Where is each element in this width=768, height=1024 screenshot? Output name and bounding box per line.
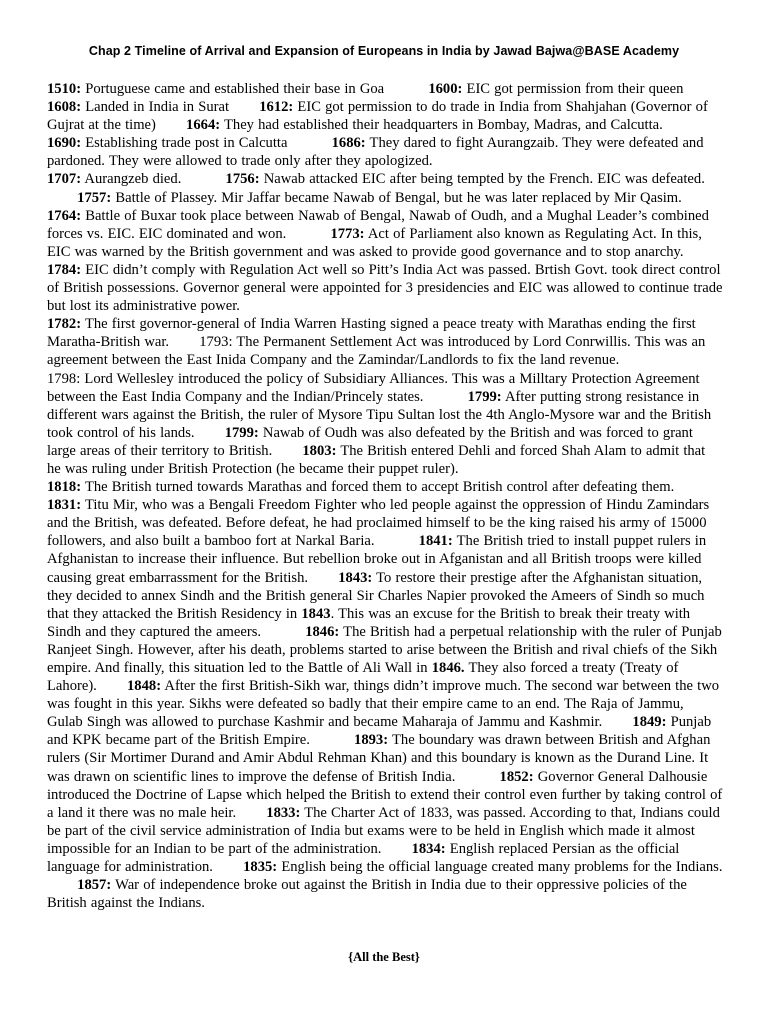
entry-text: The Charter Act of 1833, was passed. According to that, Indians could be part of the civil service administration of India but exams were to be held in English which made it almost impossible for an Indian to be part of the administration. xyxy=(47,804,720,857)
entry-text: They had established their headquarters in Bombay, Madras, and Calcutta. xyxy=(220,117,663,134)
entry-text: After putting strong resistance in different wars against the British, the ruler of Mysore Tipu Sultan lost the 4th Anglo-Mysore war and the British took control of his lands. xyxy=(47,388,712,441)
entry-text: They also forced a treaty (Treaty of Lahore). xyxy=(47,660,679,695)
timeline-body xyxy=(47,80,723,912)
entry-year: 1893: xyxy=(354,732,389,749)
entry-year: 1756: xyxy=(225,171,260,188)
entry-year: 1799: xyxy=(467,388,502,405)
entry-year: 1834: xyxy=(411,840,446,857)
entry-year: 1849: xyxy=(632,714,667,731)
entry-text: Lord Wellesley introduced the policy of Subsidiary Alliances. This was a Milltary Protection Agreement between the East India Company and the Indian/Princely states. xyxy=(47,370,700,405)
entry-text: English replaced Persian as the official language for administration. xyxy=(47,840,680,876)
entry-text: To restore their prestige after the Afghanistan situation, they decided to annex Sindh and the British general Sir Charles Napier provoked the Ameers of Sindh so much that they attacked the British Residency in xyxy=(47,569,705,622)
timeline-entry xyxy=(77,190,682,206)
entry-year: 1833: xyxy=(266,804,301,821)
entry-year: 1773: xyxy=(330,225,365,242)
footer-note: {All the Best} xyxy=(348,950,420,964)
entry-text: After the first British-Sikh war, things didn’t improve much. The second war between the two was fought in this year. Sikhs were defeated so badly that their empire came to an end. The Raja of Jammu, Gulab Singh was allowed to purchase Kashmir and became Maharaja of Jammu and Kashmir. xyxy=(47,678,720,731)
timeline-entry xyxy=(243,859,722,875)
timeline-entry xyxy=(226,171,705,187)
entry-year: 1852: xyxy=(499,768,534,785)
entry-year: 1799: xyxy=(224,424,259,441)
entry-year: 1846: xyxy=(305,623,340,640)
entry-text: . This was an excuse for the British to break their treaty with Sindh and they captured the ameers. xyxy=(47,605,691,640)
entry-year: 1782: xyxy=(47,316,82,333)
entry-text: The British turned towards Marathas and forced them to accept British control after defeating them. xyxy=(81,479,675,496)
entry-text: Nawab attacked EIC after being tempted by the French. EIC was defeated. xyxy=(259,171,705,188)
entry-year: 1843: xyxy=(338,569,373,586)
entry-text: Landed in India in Surat xyxy=(81,99,230,116)
entry-text: Governor General Dalhousie introduced the Doctrine of Lapse which helped the British to extend their control even further by taking control of a land it there was no male heir. xyxy=(47,768,723,821)
entry-year: 1764: xyxy=(47,207,82,224)
timeline-entry xyxy=(47,877,687,911)
entry-year: 1793: xyxy=(199,334,233,351)
entry-text: Punjab and KPK became part of the British Empire. xyxy=(47,714,712,749)
entry-inline-year: 1843 xyxy=(301,605,331,622)
entry-text: Nawab of Oudh was also defeated by the British and was forced to grant large areas of their territory to British. xyxy=(47,424,693,459)
entry-year: 1612: xyxy=(259,99,294,116)
document-title: Chap 2 Timeline of Arrival and Expansion of Europeans in India by Jawad Bajwa@BASE Academy xyxy=(88,44,680,58)
entry-text: Battle of Plassey. Mir Jaffar became Nawab of Bengal, but he was later replaced by Mir Qasim. xyxy=(111,189,682,206)
entry-text: The Permanent Settlement Act was introduced by Lord Conrwillis. This was an agreement between the East Inida Company and the Zamindar/Landlords to fix the land revenue. xyxy=(47,334,706,369)
entry-text: They dared to fight Aurangzaib. They were defeated and pardoned. They were allowed to trade only after they apologized. xyxy=(47,135,704,170)
entry-year: 1784: xyxy=(47,261,82,278)
entry-text: War of independence broke out against the British in India due to their oppressive policies of the British against the Indians. xyxy=(47,877,687,912)
entry-year: 1707: xyxy=(47,171,82,188)
entry-inline-year: 1846. xyxy=(431,660,465,676)
timeline-entry xyxy=(47,678,719,730)
entry-text: EIC got permission to do trade in India from Shahjahan (Governor of Gujrat at the time) xyxy=(47,99,708,134)
entry-text: The boundary was drawn between British and Afghan rulers (Sir Mortimer Durand and Amir Abdul Rehman Khan) and this boundary is known as the Durand Line. It was drawn on scientific lines to improve the defense of British India. xyxy=(47,732,711,785)
entry-text: Portuguese came and established their base in Goa xyxy=(81,81,385,97)
timeline-entry xyxy=(47,81,384,97)
timeline-entry xyxy=(47,135,287,151)
timeline-entry xyxy=(47,479,674,495)
entry-year: 1608: xyxy=(47,99,82,116)
entry-year: 1841: xyxy=(418,533,453,550)
entry-year: 1831: xyxy=(47,497,82,514)
entry-text: Act of Parliament also known as Regulating Act. In this, EIC was warned by the British government and was asked to provide good governance and to stop anarchy. xyxy=(47,225,702,260)
timeline-entry xyxy=(428,81,683,97)
entry-year: 1510: xyxy=(47,81,82,97)
entry-year: 1848: xyxy=(127,678,162,695)
entry-year: 1835: xyxy=(243,859,278,876)
entry-text: Titu Mir, who was a Bengali Freedom Fighter who led people against the oppression of Hindu Zamindars and the British, was defeated. Before defeat, he had proclaimed himself to be the king raised his army of 15000 followers, and also built a bamboo fort at Narkal Baria. xyxy=(47,497,710,550)
entry-year: 1686: xyxy=(331,135,366,152)
entry-text: EIC got permission from their queen xyxy=(462,81,684,97)
entry-year: 1803: xyxy=(302,442,337,459)
timeline-entry xyxy=(47,262,722,314)
entry-year: 1600: xyxy=(428,81,463,97)
entry-text: Aurangzeb died. xyxy=(81,171,182,188)
entry-year: 1757: xyxy=(77,189,112,206)
entry-text: English being the official language created many problems for the Indians. xyxy=(277,859,723,876)
entry-year: 1818: xyxy=(47,479,82,496)
entry-text: EIC didn’t comply with Regulation Act well so Pitt’s India Act was passed. Brtish Govt. took direct control of British possessions. Governor general were appointed for 3 presidencies and EIC was allowed to continue trade but lost its administrative power. xyxy=(47,261,723,315)
timeline-entry xyxy=(47,99,229,115)
timeline-entry xyxy=(47,171,181,187)
entry-year: 1798: xyxy=(47,370,81,387)
entry-text: The British tried to install puppet rulers in Afghanistan to increase their influence. But rebellion broke out in Afganistan and all British troops were killed causing great embarrassment for the British. xyxy=(47,533,707,586)
entry-year: 1664: xyxy=(186,117,221,134)
entry-text: Battle of Buxar took place between Nawab of Bengal, Nawab of Oudh, and a Mughal Leader’s combined forces vs. EIC. EIC dominated and won. xyxy=(47,207,709,242)
entry-year: 1690: xyxy=(47,135,82,152)
entry-year: 1857: xyxy=(77,877,112,894)
entry-text: The British entered Dehli and forced Shah Alam to admit that he was ruling under British Protection (he became their puppet ruler). xyxy=(47,442,706,477)
entry-text: The first governor-general of India Warren Hasting signed a peace treaty with Marathas ending the first Maratha-British war. xyxy=(47,316,696,351)
entry-text: The British had a perpetual relationship with the ruler of Punjab Ranjeet Singh. However, after his death, problems started to arise between the British and rival chiefs of the Sikh empire. And finally, this situation led to the Battle of Ali Wall in xyxy=(47,623,722,676)
entry-text: Establishing trade post in Calcutta xyxy=(81,135,288,152)
timeline-entry xyxy=(186,117,663,133)
